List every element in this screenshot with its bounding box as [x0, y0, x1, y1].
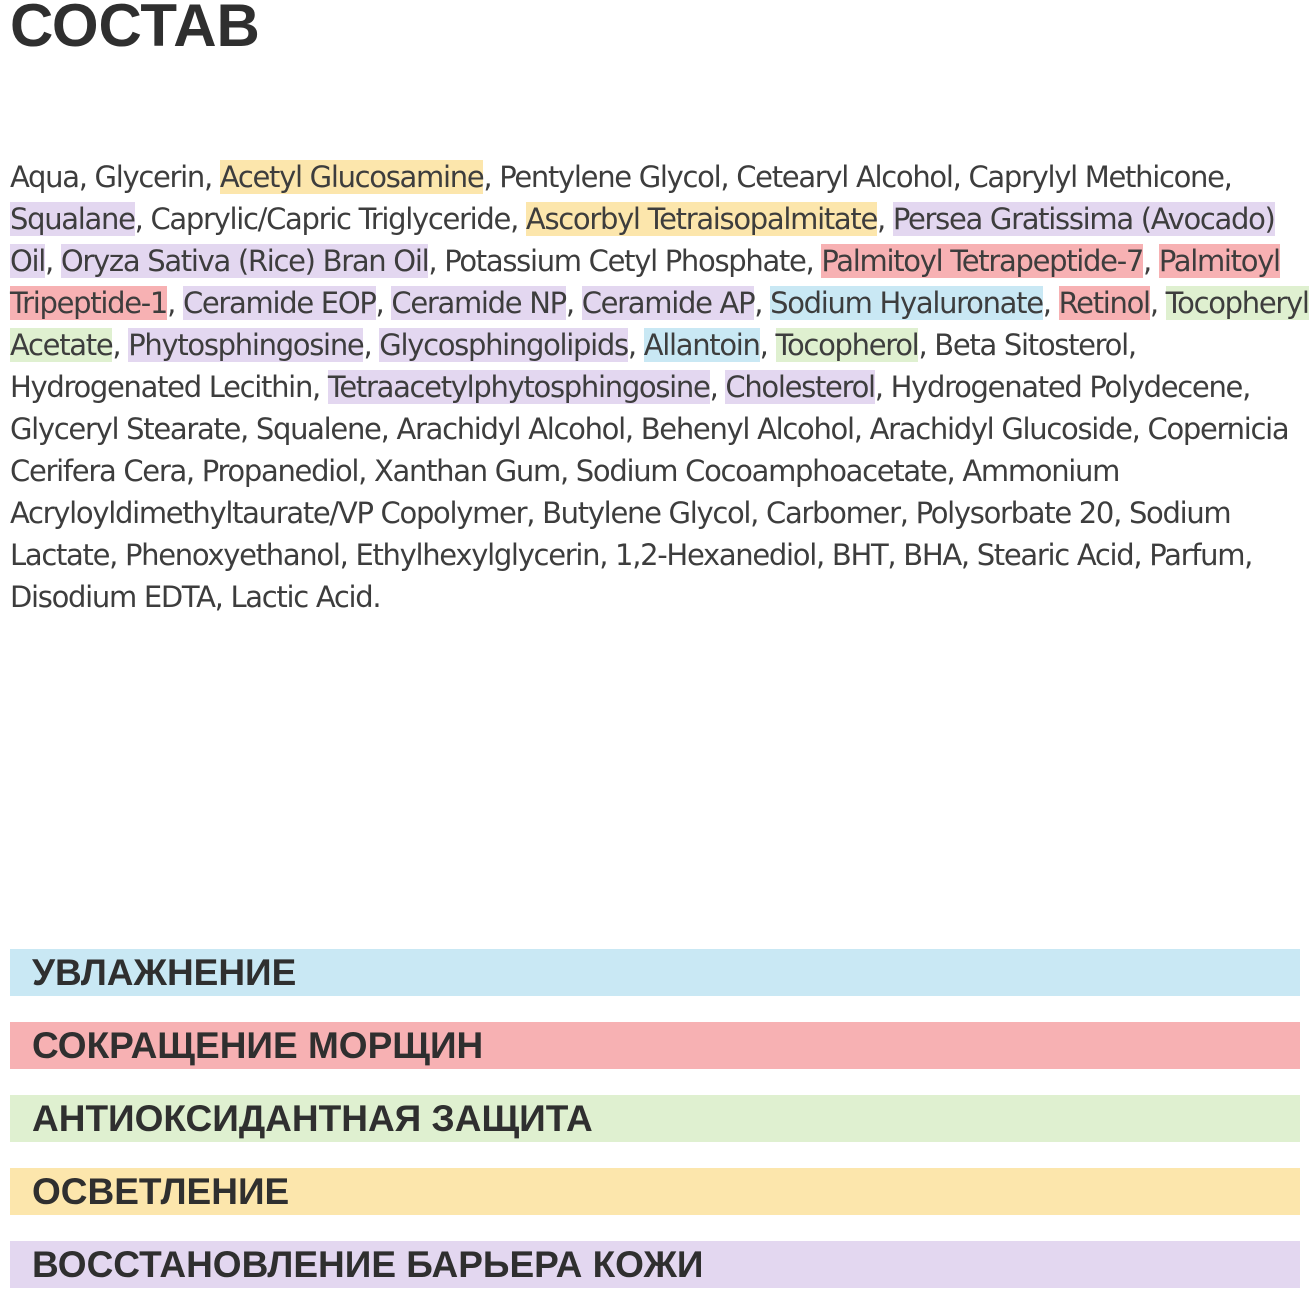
ingredient-highlighted: Ascorbyl Tetraisopalmitate [525, 202, 878, 236]
ingredient: Ethylhexylglycerin [355, 538, 600, 572]
ingredient-highlighted: Sodium Hyaluronate [770, 286, 1043, 320]
ingredient-highlighted: Tocopheryl Acetate [10, 286, 1309, 362]
ingredient: Butylene Glycol [542, 496, 751, 530]
ingredient-highlighted: Retinol [1058, 286, 1150, 320]
ingredient: Arachidyl Alcohol [396, 412, 625, 446]
ingredient-highlighted: Ceramide EOP [182, 286, 376, 320]
ingredient: BHT [831, 538, 888, 572]
ingredient: Glycerin [94, 160, 204, 194]
ingredient: Carbomer [766, 496, 900, 530]
ingredient: Lactic Acid [230, 580, 373, 614]
ingredient: Sodium Cocoamphoacetate [575, 454, 947, 488]
ingredient: Glyceryl Stearate [10, 412, 241, 446]
ingredient-highlighted: Tocopherol [775, 328, 919, 362]
ingredient-highlighted: Persea Gratissima (Avocado) Oil [10, 202, 1275, 278]
ingredient: Copernicia Cerifera Cera [10, 412, 1289, 488]
ingredient: Squalene [255, 412, 381, 446]
ingredient-highlighted: Squalane [10, 202, 135, 236]
category-legend [10, 949, 1300, 1288]
ingredient: Potassium Cetyl Phosphate [444, 244, 806, 278]
ingredient: Pentylene Glycol [499, 160, 721, 194]
ingredient: Polysorbate 20 [915, 496, 1114, 530]
ingredient: Disodium EDTA [10, 580, 215, 614]
legend-bar-moisturizing [10, 949, 1300, 996]
ingredient: Phenoxyethanol [124, 538, 340, 572]
ingredient-highlighted: Ceramide NP [391, 286, 566, 320]
ingredient: 1,2-Hexanediol [615, 538, 816, 572]
ingredient: Ammonium Acryloyldimethyltaurate/VP Copolymer [10, 454, 1120, 530]
legend-label: АНТИОКСИДАНТНАЯ ЗАЩИТА [32, 1097, 593, 1139]
page-title: СОСТАВ [10, 0, 260, 59]
legend-label: ВОССТАНОВЛЕНИЕ БАРЬЕРА КОЖИ [32, 1243, 704, 1285]
legend-bar-barrier [10, 1241, 1300, 1288]
ingredient: Hydrogenated Lecithin [10, 370, 313, 404]
ingredient-highlighted: Palmitoyl Tripeptide-1 [10, 244, 1280, 320]
ingredient: Sodium Lactate [10, 496, 1231, 572]
ingredient: BHA [903, 538, 961, 572]
ingredient-highlighted: Palmitoyl Tetrapeptide-7 [821, 244, 1144, 278]
ingredient-highlighted: Allantoin [643, 328, 760, 362]
ingredient-highlighted: Tetraacetylphytosphingosine [327, 370, 710, 404]
ingredient-list: Aqua, Glycerin, Acetyl Glucosamine, Pentylene Glycol, Cetearyl Alcohol, Caprylyl Methicone, Squalane, Caprylic/Capric Triglyceride, Ascorbyl Tetraisopalmitate, Persea Gratissima (Avocado) Oil, Oryza Sativa (Rice) Bran Oil, Potassium Cetyl Phosphate, Palmitoyl Tetrapeptide-7, Palmitoyl Tripeptide-1, Ceramide EOP, Ceramide NP, Ceramide AP, Sodium Hyaluronate, Retinol, Tocopheryl Acetate, Phytosphingosine, Glycosphingolipids, Allantoin, Tocopherol, Beta Sitosterol, Hydrogenated Lecithin, Tetraacetylphytosphingosine, Cholesterol, Hydrogenated Polydecene, Glyceryl Stearate, Squalene, Arachidyl Alcohol, Behenyl Alcohol, Arachidyl Glucoside, Copernicia Cerifera Cera, Propanediol, Xanthan Gum, Sodium Cocoamphoacetate, Ammonium Acryloyldimethyltaurate/VP Copolymer, Butylene Glycol, Carbomer, Polysorbate 20, Sodium Lactate, Phenoxyethanol, Ethylhexylglycerin, 1,2-Hexanediol, BHT, BHA, Stearic Acid, Parfum, Disodium EDTA, Lactic Acid. [10, 160, 1309, 614]
ingredient-highlighted: Cholesterol [725, 370, 875, 404]
legend-bar-antioxidant [10, 1095, 1300, 1142]
ingredient: Propanediol [201, 454, 359, 488]
ingredient-highlighted: Phytosphingosine [128, 328, 364, 362]
ingredient: Hydrogenated Polydecene [890, 370, 1243, 404]
legend-label: УВЛАЖНЕНИЕ [32, 951, 297, 993]
ingredient: Beta Sitosterol [934, 328, 1128, 362]
ingredient: Stearic Acid [976, 538, 1134, 572]
legend-bar-brightening [10, 1168, 1300, 1215]
ingredient: Caprylic/Capric Triglyceride [150, 202, 511, 236]
ingredient: Behenyl Alcohol [640, 412, 854, 446]
legend-bar-anti-wrinkle [10, 1022, 1300, 1069]
ingredient: Caprylyl Methicone [968, 160, 1224, 194]
legend-label: ОСВЕТЛЕНИЕ [32, 1170, 290, 1212]
ingredient: Aqua [10, 160, 79, 194]
legend-label: СОКРАЩЕНИЕ МОРЩИН [32, 1024, 484, 1066]
ingredient-highlighted: Acetyl Glucosamine [219, 160, 484, 194]
ingredient: Xanthan Gum [373, 454, 560, 488]
ingredient: Parfum [1149, 538, 1245, 572]
ingredient: Cetearyl Alcohol [736, 160, 953, 194]
ingredient-highlighted: Ceramide AP [581, 286, 755, 320]
ingredient: Arachidyl Glucoside [869, 412, 1132, 446]
ingredient-highlighted: Glycosphingolipids [379, 328, 628, 362]
ingredient-highlighted: Oryza Sativa (Rice) Bran Oil [60, 244, 429, 278]
